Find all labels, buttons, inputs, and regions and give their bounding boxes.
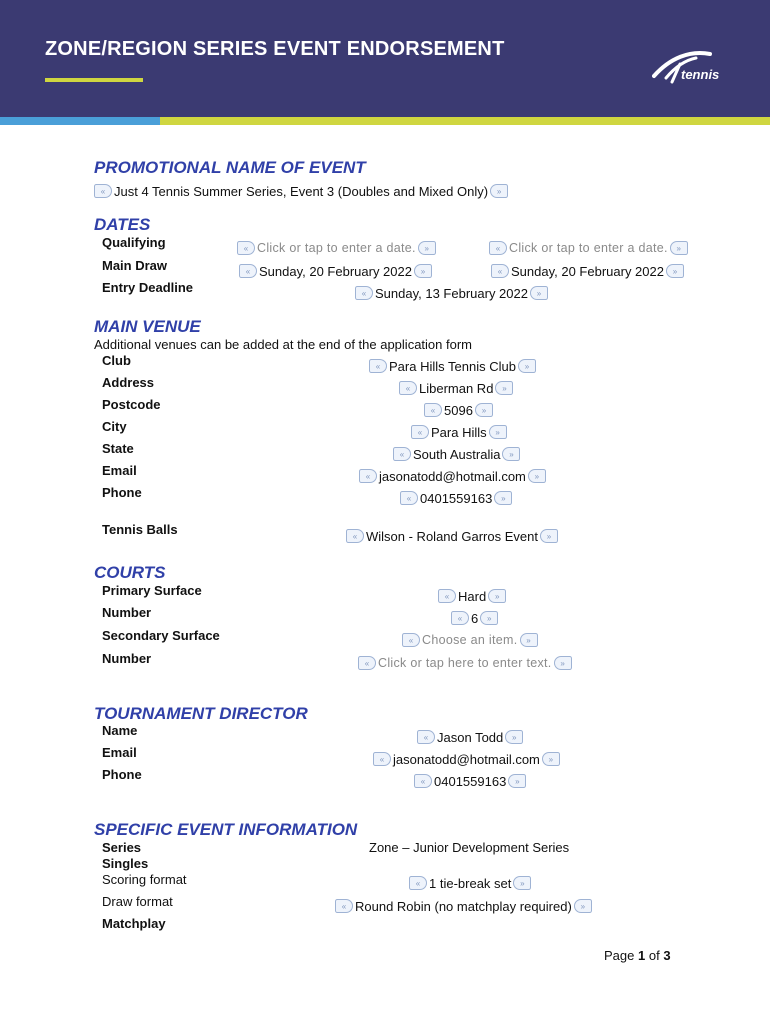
- main-draw-end-date-field[interactable]: [491, 262, 684, 280]
- content-control-close-icon: »: [513, 876, 531, 890]
- club-value: Para Hills Tennis Club: [389, 358, 516, 374]
- scoring-format-label: Scoring format: [102, 872, 187, 887]
- scoring-format-field[interactable]: [409, 874, 531, 892]
- club-label: Club: [102, 353, 131, 368]
- content-control-open-icon: «: [373, 752, 391, 766]
- qualifying-start-date-field[interactable]: [237, 239, 436, 257]
- secondary-surface-dropdown[interactable]: [402, 631, 538, 649]
- content-control-close-icon: »: [574, 899, 592, 913]
- promo-name-value: Just 4 Tennis Summer Series, Event 3 (Doubles and Mixed Only): [114, 183, 489, 199]
- content-control-close-icon: »: [530, 286, 548, 300]
- content-control-open-icon: «: [451, 611, 469, 625]
- series-value-field: [369, 838, 569, 856]
- secondary-number-label: Number: [102, 651, 152, 666]
- director-phone-value: 0401559163: [434, 773, 507, 789]
- page-of: of: [648, 948, 660, 963]
- tennis-balls-field[interactable]: [346, 527, 558, 545]
- singles-label: Singles: [102, 856, 149, 871]
- director-name-label: Name: [102, 723, 138, 738]
- content-control-close-icon: »: [475, 403, 493, 417]
- content-control-open-icon: «: [94, 184, 112, 198]
- state-label: State: [102, 441, 134, 456]
- content-control-close-icon: »: [488, 589, 506, 603]
- content-control-close-icon: »: [542, 752, 560, 766]
- content-control-close-icon: »: [418, 241, 436, 255]
- draw-format-value: Round Robin (no matchplay required): [355, 898, 572, 914]
- primary-surface-value: Hard: [458, 588, 487, 604]
- venue-email-field[interactable]: [359, 467, 546, 485]
- header-stripe-green: [160, 117, 770, 125]
- page-total: 3: [663, 948, 671, 963]
- content-control-open-icon: «: [358, 656, 376, 670]
- content-control-close-icon: »: [520, 633, 538, 647]
- postcode-value: 5096: [444, 402, 473, 418]
- tennis-balls-label: Tennis Balls: [102, 522, 178, 537]
- primary-surface-field[interactable]: [438, 587, 506, 605]
- page-prefix: Page: [604, 948, 635, 963]
- draw-format-label: Draw format: [102, 894, 173, 909]
- content-control-close-icon: »: [489, 425, 507, 439]
- content-control-open-icon: «: [346, 529, 364, 543]
- director-phone-label: Phone: [102, 767, 142, 782]
- city-value: Para Hills: [431, 424, 487, 440]
- city-label: City: [102, 419, 127, 434]
- primary-surface-label: Primary Surface: [102, 583, 202, 598]
- content-control-open-icon: «: [414, 774, 432, 788]
- director-email-value: jasonatodd@hotmail.com: [393, 751, 540, 767]
- address-label: Address: [102, 375, 155, 390]
- address-field[interactable]: [399, 379, 513, 397]
- promo-name-field[interactable]: [94, 182, 508, 200]
- content-control-close-icon: »: [505, 730, 523, 744]
- series-value: Zone – Junior Development Series: [369, 839, 570, 855]
- content-control-close-icon: »: [490, 184, 508, 198]
- page-header: [0, 0, 770, 117]
- director-phone-field[interactable]: [414, 772, 526, 790]
- venue-phone-label: Phone: [102, 485, 142, 500]
- section-title-venue: MAIN VENUE: [94, 317, 201, 336]
- secondary-number-placeholder: Click or tap here to enter text.: [378, 656, 552, 670]
- tennis-balls-value: Wilson - Roland Garros Event: [366, 528, 538, 544]
- venue-phone-field[interactable]: [400, 489, 512, 507]
- content-control-close-icon: »: [670, 241, 688, 255]
- content-control-close-icon: »: [494, 491, 512, 505]
- content-control-open-icon: «: [393, 447, 411, 461]
- section-title-courts: COURTS: [94, 563, 166, 582]
- director-email-label: Email: [102, 745, 137, 760]
- content-control-open-icon: «: [424, 403, 442, 417]
- entry-deadline-label: Entry Deadline: [102, 280, 194, 295]
- entry-deadline-date-field[interactable]: [355, 284, 548, 302]
- draw-format-field[interactable]: [335, 897, 592, 915]
- series-label: Series: [102, 840, 142, 855]
- content-control-open-icon: «: [438, 589, 456, 603]
- state-value: South Australia: [413, 446, 501, 462]
- content-control-open-icon: «: [237, 241, 255, 255]
- content-control-open-icon: «: [402, 633, 420, 647]
- court-number-value: 6: [471, 610, 479, 626]
- logo-text: tennis: [681, 67, 720, 82]
- content-control-close-icon: »: [414, 264, 432, 278]
- main-draw-label: Main Draw: [102, 258, 168, 273]
- state-field[interactable]: [393, 445, 520, 463]
- section-title-director: TOURNAMENT DIRECTOR: [94, 704, 308, 723]
- address-value: Liberman Rd: [419, 380, 494, 396]
- secondary-number-field[interactable]: [358, 654, 572, 672]
- court-number-field[interactable]: [451, 609, 498, 627]
- content-control-open-icon: «: [489, 241, 507, 255]
- city-field[interactable]: [411, 423, 507, 441]
- director-name-field[interactable]: [417, 728, 523, 746]
- venue-email-value: jasonatodd@hotmail.com: [379, 468, 526, 484]
- content-control-open-icon: «: [409, 876, 427, 890]
- section-title-dates: DATES: [94, 215, 151, 234]
- scoring-format-value: 1 tie-break set: [429, 875, 512, 891]
- club-field[interactable]: [369, 357, 536, 375]
- section-title-promo: PROMOTIONAL NAME OF EVENT: [94, 158, 366, 177]
- content-control-open-icon: «: [491, 264, 509, 278]
- content-control-open-icon: «: [359, 469, 377, 483]
- main-draw-start-value: Sunday, 20 February 2022: [259, 263, 412, 279]
- content-control-close-icon: »: [666, 264, 684, 278]
- content-control-open-icon: «: [239, 264, 257, 278]
- qualifying-start-placeholder: Click or tap to enter a date.: [257, 241, 416, 255]
- content-control-open-icon: «: [417, 730, 435, 744]
- venue-phone-value: 0401559163: [420, 490, 493, 506]
- content-control-close-icon: »: [540, 529, 558, 543]
- content-control-open-icon: «: [411, 425, 429, 439]
- page-current: 1: [638, 948, 646, 963]
- director-email-field[interactable]: [373, 750, 560, 768]
- entry-deadline-value: Sunday, 13 February 2022: [375, 285, 528, 301]
- header-stripe-blue: [0, 117, 160, 125]
- content-control-open-icon: «: [369, 359, 387, 373]
- content-control-close-icon: »: [518, 359, 536, 373]
- qualifying-label: Qualifying: [102, 235, 166, 250]
- venue-email-label: Email: [102, 463, 137, 478]
- main-draw-start-date-field[interactable]: [239, 262, 432, 280]
- page-number: [604, 948, 671, 963]
- director-name-value: Jason Todd: [437, 729, 504, 745]
- content-control-close-icon: »: [508, 774, 526, 788]
- content-control-close-icon: »: [502, 447, 520, 461]
- content-control-open-icon: «: [400, 491, 418, 505]
- secondary-surface-label: Secondary Surface: [102, 628, 220, 643]
- qualifying-end-date-field[interactable]: [489, 239, 688, 257]
- content-control-close-icon: »: [480, 611, 498, 625]
- content-control-open-icon: «: [399, 381, 417, 395]
- court-number-label: Number: [102, 605, 152, 620]
- postcode-label: Postcode: [102, 397, 161, 412]
- content-control-close-icon: »: [528, 469, 546, 483]
- matchplay-label: Matchplay: [102, 916, 166, 931]
- main-draw-end-value: Sunday, 20 February 2022: [511, 263, 664, 279]
- form-title: ZONE/REGION SERIES EVENT ENDORSEMENT: [45, 38, 505, 60]
- postcode-field[interactable]: [424, 401, 493, 419]
- title-underline: [45, 78, 143, 82]
- content-control-open-icon: «: [335, 899, 353, 913]
- qualifying-end-placeholder: Click or tap to enter a date.: [509, 241, 668, 255]
- content-control-close-icon: »: [554, 656, 572, 670]
- secondary-surface-placeholder: Choose an item.: [422, 633, 518, 647]
- section-title-specific: SPECIFIC EVENT INFORMATION: [94, 820, 358, 839]
- content-control-close-icon: »: [495, 381, 513, 395]
- venue-note: Additional venues can be added at the end of the application form: [94, 337, 472, 352]
- content-control-open-icon: «: [355, 286, 373, 300]
